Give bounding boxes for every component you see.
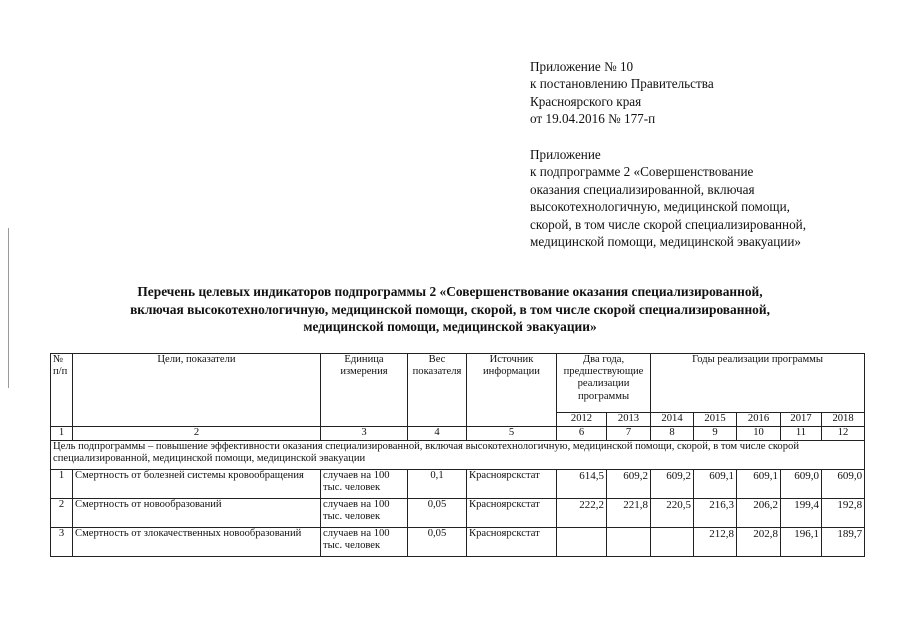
row-weight: 0,05: [408, 528, 467, 557]
row-value: 206,2: [737, 499, 781, 528]
row-source: Красноярскстат: [467, 528, 557, 557]
row-source: Красноярскстат: [467, 499, 557, 528]
appendix-block: [530, 58, 714, 128]
year-cell: 2015: [694, 413, 737, 427]
table-row: [51, 499, 865, 528]
subprogram-appendix-block: [530, 146, 806, 250]
row-value: 609,1: [737, 470, 781, 499]
title-line: медицинской помощи, медицинской эвакуации»: [303, 319, 597, 334]
year-cell: 2017: [781, 413, 822, 427]
appendix2-line: высокотехнологичную, медицинской помощи,: [530, 199, 790, 215]
col-number: 7: [607, 427, 651, 441]
col-number: 10: [737, 427, 781, 441]
row-name: Смертность от болезней системы кровообращения: [73, 470, 321, 499]
row-name: Смертность от злокачественных новообразований: [73, 528, 321, 557]
year-cell: 2014: [651, 413, 694, 427]
year-cell: 2012: [557, 413, 607, 427]
row-value: 199,4: [781, 499, 822, 528]
row-unit: случаев на 100 тыс. человек: [321, 528, 408, 557]
col-number: 4: [408, 427, 467, 441]
col-number: 9: [694, 427, 737, 441]
row-value: 189,7: [822, 528, 865, 557]
row-value: 609,2: [607, 470, 651, 499]
row-value: 221,8: [607, 499, 651, 528]
year-cell: 2013: [607, 413, 651, 427]
appendix2-line: к подпрограмме 2 «Совершенствование: [530, 164, 754, 180]
appendix2-line: Приложение: [530, 147, 601, 162]
appendix2-line: оказания специализированной, включая: [530, 181, 755, 197]
col-number: 11: [781, 427, 822, 441]
row-value: 609,1: [694, 470, 737, 499]
year-cell: 2018: [822, 413, 865, 427]
row-name: Смертность от новообразований: [73, 499, 321, 528]
row-value: 192,8: [822, 499, 865, 528]
row-value: [557, 528, 607, 557]
row-source: Красноярскстат: [467, 470, 557, 499]
row-value: 212,8: [694, 528, 737, 557]
column-numbers-row: [51, 427, 865, 441]
appendix-line: Приложение № 10: [530, 59, 634, 74]
appendix-line: Красноярского края: [530, 93, 642, 109]
col-number: 2: [73, 427, 321, 441]
table-row: [51, 528, 865, 557]
row-value: 222,2: [557, 499, 607, 528]
table-row: [51, 470, 865, 499]
title-line: Перечень целевых индикаторов подпрограммы 2 «Совершенствование оказания специализированной,: [137, 284, 763, 299]
document-title: [50, 283, 850, 336]
row-unit: случаев на 100 тыс. человек: [321, 499, 408, 528]
col-number: 12: [822, 427, 865, 441]
row-value: [651, 528, 694, 557]
row-unit: случаев на 100 тыс. человек: [321, 470, 408, 499]
col-number: 6: [557, 427, 607, 441]
row-value: 196,1: [781, 528, 822, 557]
header-unit: Единица измерения: [321, 354, 408, 427]
col-number: 3: [321, 427, 408, 441]
goal-row: [51, 441, 865, 470]
appendix2-line: медицинской помощи, медицинской эвакуации»: [530, 234, 801, 250]
indicators-table: [50, 353, 865, 557]
row-value: [607, 528, 651, 557]
row-value: 609,2: [651, 470, 694, 499]
col-number: 1: [51, 427, 73, 441]
header-weight: Вес показателя: [408, 354, 467, 427]
row-value: 216,3: [694, 499, 737, 528]
row-value: 202,8: [737, 528, 781, 557]
header-goals: Цели, показатели: [73, 354, 321, 427]
header-source: Источник информации: [467, 354, 557, 427]
goal-text: Цель подпрограммы – повышение эффективности оказания специализированной, включая высокотехнологичную, медицинской помощи, скорой, в том числе скорой специализированной, медицинской помощи, медицинской эвакуации: [51, 441, 865, 470]
row-weight: 0,05: [408, 499, 467, 528]
appendix-line: к постановлению Правительства: [530, 76, 714, 92]
year-cell: 2016: [737, 413, 781, 427]
appendix-line: от 19.04.2016 № 177-п: [530, 111, 656, 127]
row-value: 614,5: [557, 470, 607, 499]
header-row: [51, 354, 865, 413]
header-two-years: Два года, предшествующие реализации программы: [557, 354, 651, 413]
row-weight: 0,1: [408, 470, 467, 499]
header-years-group: Годы реализации программы: [651, 354, 865, 413]
appendix2-line: скорой, в том числе скорой специализированной,: [530, 216, 807, 232]
header-num: № п/п: [51, 354, 73, 427]
title-line: включая высокотехнологичную, медицинской помощи, скорой, в том числе скорой специализированной,: [130, 301, 770, 317]
col-number: 8: [651, 427, 694, 441]
row-value: 220,5: [651, 499, 694, 528]
row-num: 3: [51, 528, 73, 557]
row-num: 2: [51, 499, 73, 528]
row-num: 1: [51, 470, 73, 499]
col-number: 5: [467, 427, 557, 441]
row-value: 609,0: [822, 470, 865, 499]
row-value: 609,0: [781, 470, 822, 499]
scan-margin-line: [8, 228, 9, 388]
